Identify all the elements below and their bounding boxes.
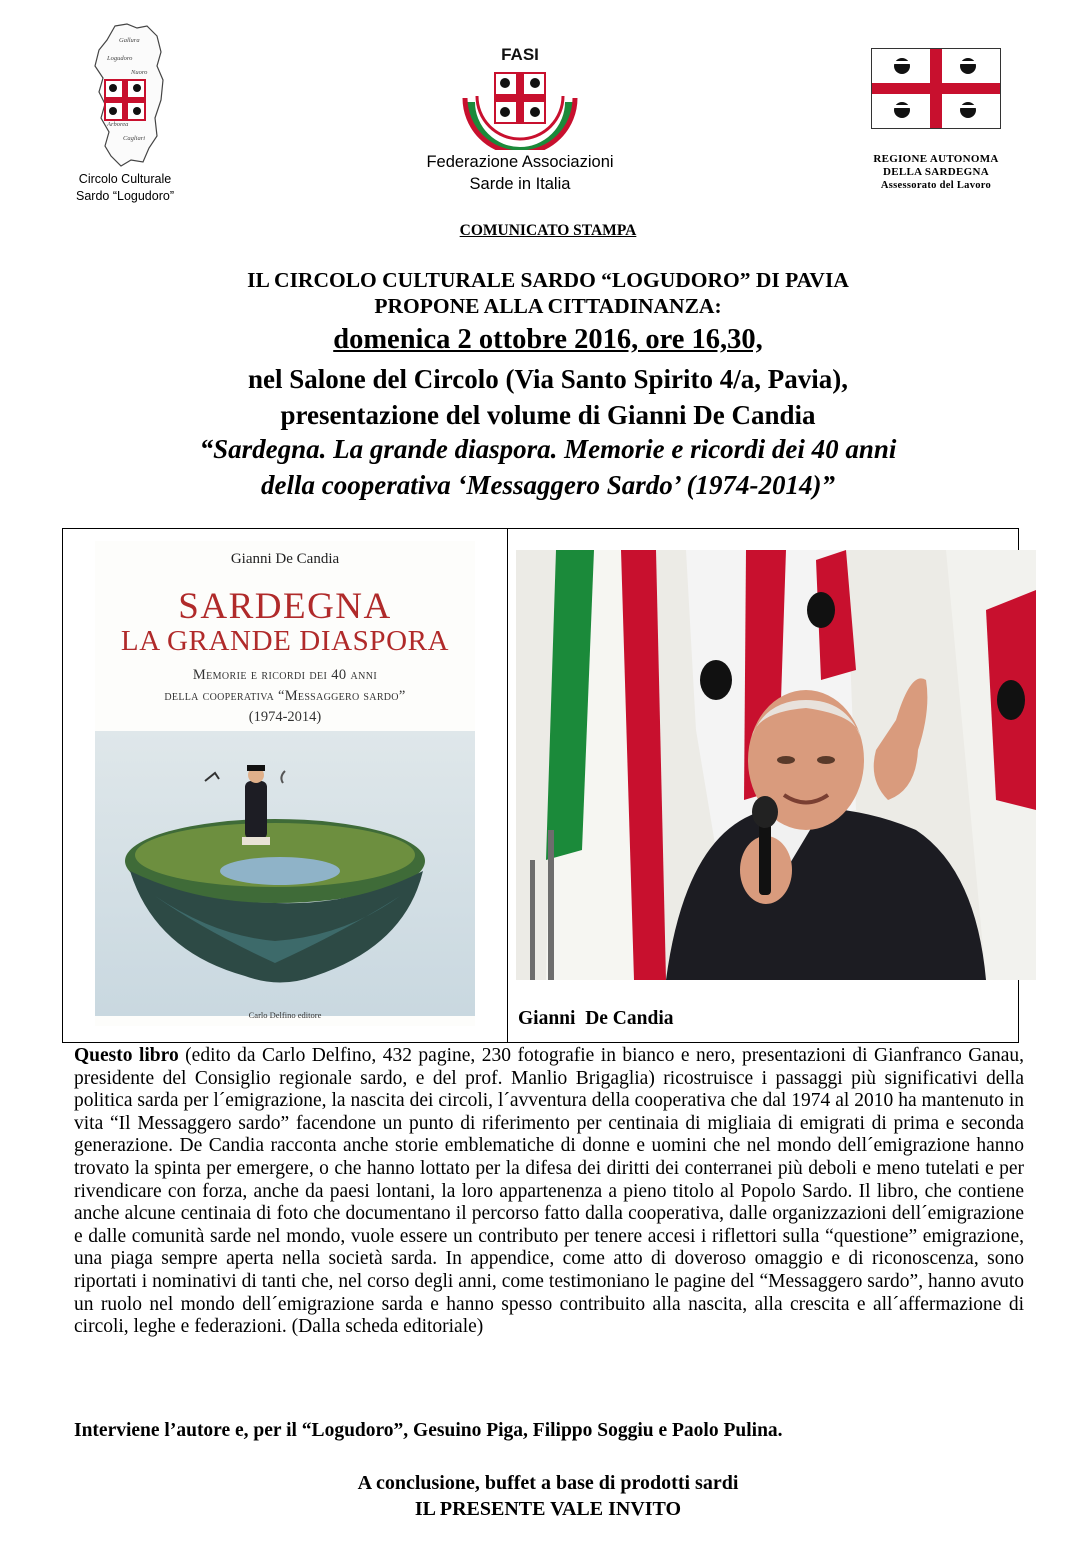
- book-title-line2: della cooperativa ‘Messaggero Sardo’ (1974-2014)”: [261, 470, 835, 500]
- fasi-caption-line2: Sarde in Italia: [469, 175, 571, 193]
- closing-invitation: IL PRESENTE VALE INVITO: [414, 1498, 682, 1520]
- region-line3: Assessorato del Lavoro: [880, 180, 992, 191]
- region-line2: DELLA SARDEGNA: [883, 166, 989, 178]
- image-table: [62, 528, 1019, 1043]
- table-divider: [507, 529, 508, 1042]
- sardinia-flag-icon: [871, 48, 1001, 129]
- fasi-logo: [400, 40, 640, 194]
- book-cover-title1: SARDEGNA: [178, 586, 392, 627]
- press-release-label: COMUNICATO STAMPA: [459, 222, 637, 239]
- book-cover-subtitle2: della cooperativa “Messaggero sardo”: [164, 688, 406, 704]
- author-speaking-photo: [516, 550, 1036, 980]
- book-title-line1: “Sardegna. La grande diaspora. Memorie e ricordi dei 40 anni: [199, 434, 897, 464]
- map-label-gallura: Gallura: [119, 37, 140, 44]
- circolo-caption-line2: Sardo “Logudoro”: [76, 189, 174, 203]
- event-venue: nel Salone del Circolo (Via Santo Spirito 4/a, Pavia),: [247, 364, 848, 394]
- map-label-logudoro: Logudoro: [107, 55, 133, 62]
- book-description: [74, 1045, 1024, 1339]
- announcement-line1: IL CIRCOLO CULTURALE SARDO “LOGUDORO” DI PAVIA: [247, 268, 849, 292]
- circolo-caption-line1: Circolo Culturale: [78, 172, 172, 186]
- presentation-line: presentazione del volume di Gianni De Candia: [280, 400, 816, 430]
- book-cover-author: Gianni De Candia: [230, 551, 340, 567]
- region-caption: [845, 153, 1027, 192]
- book-cover-subtitle1: Memorie e ricordi dei 40 anni: [192, 667, 378, 683]
- description-text: (edito da Carlo Delfino, 432 pagine, 230 fotografie in bianco e nero, presentazioni di Gianfranco Ganau, presidente del Consiglio regionale sardo, e del prof. Manlio Brigaglia) ricostruisce i passaggi più significativi della politica sarda per l´emigrazione, la nascita dei circoli, l´avventura della cooperativa che dal 1974 al 2010 ha mantenuto in vita “Il Messaggero sardo” facendone un punto di riferimento per centinaia di migliaia di emigrati di prima e seconda generazione. De Candia racconta anche storie emblematiche di donne e uomini che nel mondo dell´emigrazione hanno trovato la spinta per emergere, o che hanno lottato per la difesa dei diritti dei conterranei più deboli e meno tutelati e per rivendicare con forza, anche da paesi lontani, la loro appartenenza a pieno titolo al Popolo Sardo. Il libro, che contiene anche alcune centinaia di foto che documentano il percorso fatto dalla cooperativa, dalle organizzazioni dell´emigrazione e dalle comunità sarde nel mondo, vuole essere un contributo per tenere accesi i riflettori sulla “questione” emigrazione, una piaga sempre aperta nella società sarda. In appendice, come atto di doveroso omaggio e di riconoscenza, sono riportati i nominativi di tanti che, nel corso degli anni, come testimoniano le pagine del “Messaggero sardo”, hanno avuto un ruolo nel mondo dell´emigrazione sarda e hanno spesso contribuito alla nascita, alla crescita e all´affermazione di circoli, leghe e federazioni. (Dalla scheda editoriale): [74, 1045, 1024, 1338]
- map-label-cagliari: Cagliari: [123, 135, 146, 142]
- book-cover-title2: LA GRANDE DIASPORA: [120, 625, 450, 657]
- closing-buffet: A conclusione, buffet a base di prodotti sardi: [357, 1472, 739, 1494]
- four-moors-emblem-icon: [105, 80, 145, 120]
- announcement-line2: PROPONE ALLA CITTADINANZA:: [374, 294, 722, 318]
- circolo-logudoro-logo: [50, 22, 200, 204]
- fasi-acronym: FASI: [501, 45, 539, 64]
- book-cover: [95, 541, 475, 1026]
- author-photo: [516, 550, 1036, 980]
- speakers-line: Interviene l’autore e, per il “Logudoro”, Gesuino Piga, Filippo Soggiu e Paolo Pulina.: [74, 1420, 783, 1441]
- fasi-caption-line1: Federazione Associazioni: [426, 153, 614, 171]
- regione-sardegna-logo: [845, 48, 1027, 192]
- event-date-time: domenica 2 ottobre 2016, ore 16,30,: [333, 324, 763, 355]
- map-label-nuoro: Nuoro: [131, 69, 148, 76]
- fasi-emblem-icon: [455, 40, 585, 150]
- region-line1: REGIONE AUTONOMA: [873, 153, 999, 165]
- map-label-arborea: Arborea: [107, 121, 129, 128]
- book-cover-publisher: Carlo Delfino editore: [248, 1010, 322, 1020]
- book-cover-subtitle3: (1974-2014): [248, 709, 322, 725]
- description-lead: Questo libro: [74, 1045, 179, 1066]
- photo-caption: Gianni De Candia: [518, 1008, 674, 1029]
- floating-island-illustration: [95, 731, 475, 1016]
- sardinia-map-icon: [77, 22, 173, 170]
